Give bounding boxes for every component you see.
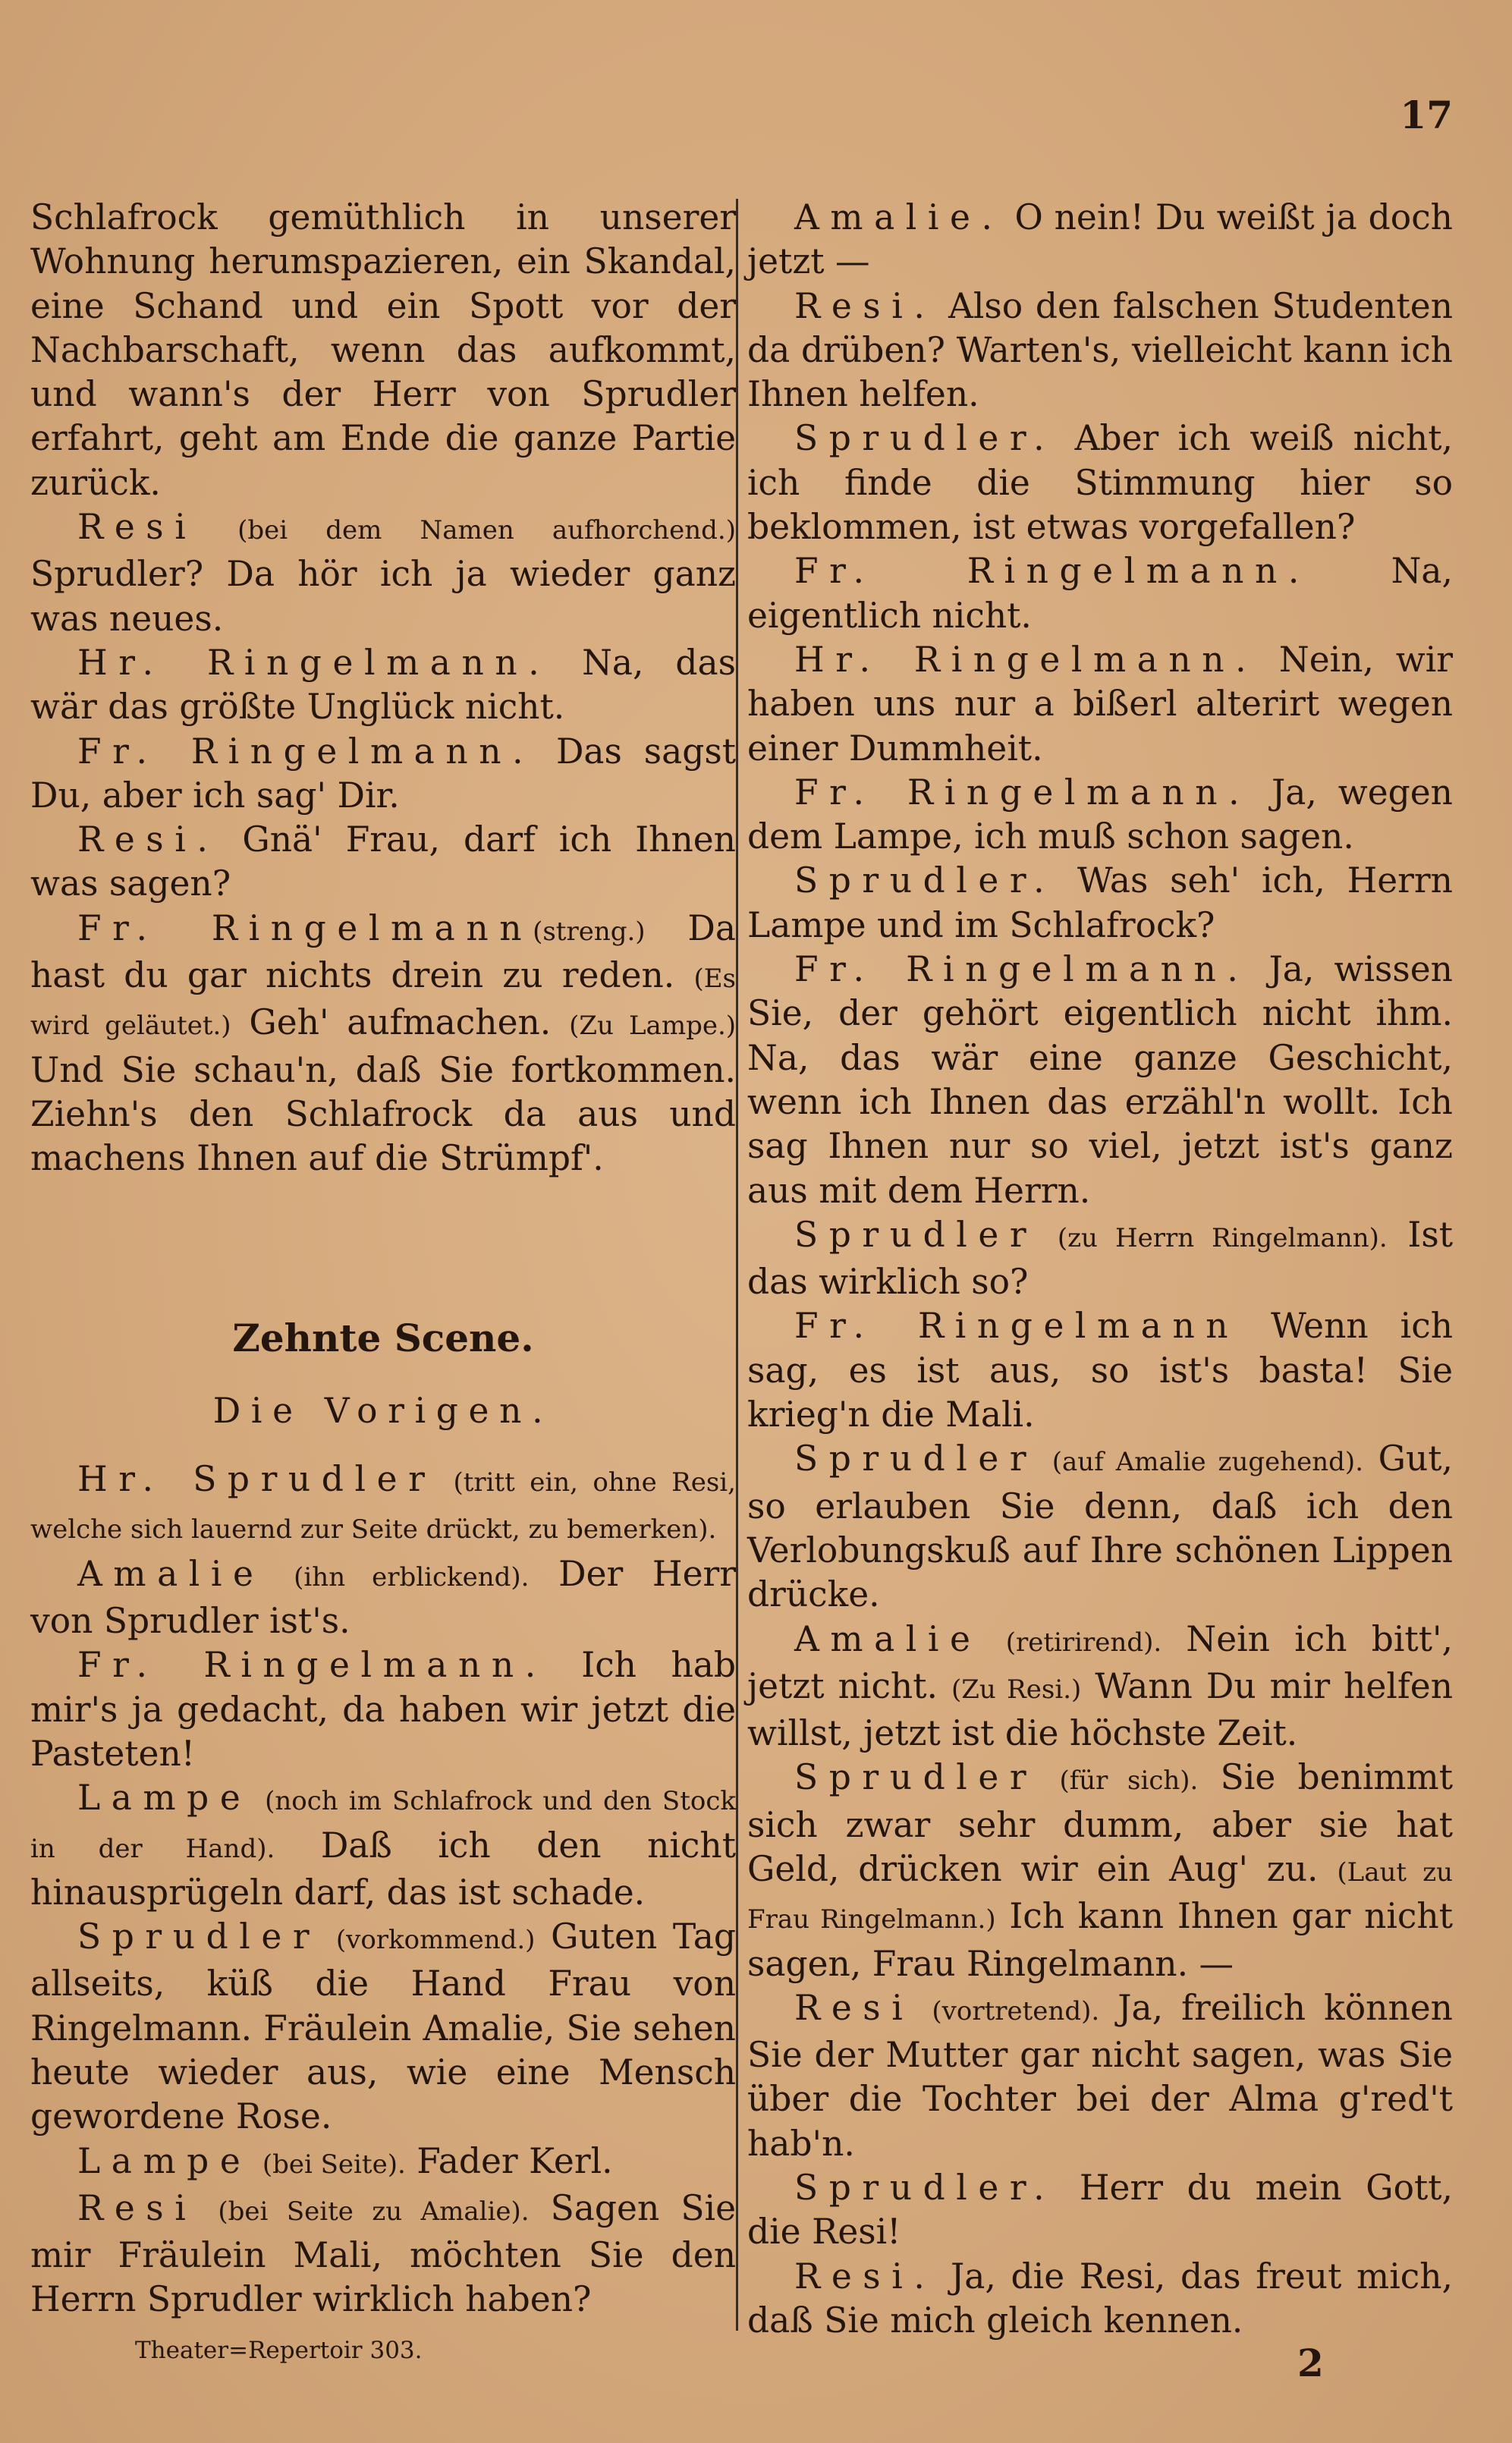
line-text: Was seh' ich, Herrn Lampe und im Schlafrock? [747,860,1453,945]
dialogue-line [30,1643,736,1776]
stage-direction: (tritt ein, ohne Resi, welche sich lauernd zur Seite drückt, zu bemerken). [30,1467,736,1545]
speaker: Hr. Sprudler [77,1459,436,1500]
speaker: Amalie [77,1553,265,1594]
stage-direction: (noch im Schlafrock und den Stock in der Hand). [30,1786,736,1864]
speaker: Sprudler. [794,2168,1056,2209]
dialogue-line [747,859,1453,948]
line-text: Daß ich den nicht hinausprügeln darf, das ist schade. [30,1825,737,1913]
dialogue-line [30,2140,736,2187]
stage-direction: (ihn erblickend). [294,1561,530,1593]
stage-direction: (vortretend). [932,1995,1100,2026]
line-text: O nein! Du weißt ja doch jetzt — [747,197,1453,282]
dialogue-line [747,1986,1453,2166]
line-text: Ja, freilich können Sie der Mutter gar nicht sagen, was Sie über die Tochter bei der Alma g'red't hab'n. [747,1987,1453,2164]
dialogue-line [747,1213,1453,1305]
dialogue-line [30,505,736,641]
dialogue-line [30,2187,736,2322]
stage-direction: (Zu Resi.) [951,1674,1082,1705]
line-text: Ist das wirklich so? [747,1214,1453,1303]
line-text: Herr du mein Gott, die Resi! [747,2168,1453,2253]
speaker: Resi [77,2187,197,2228]
speaker: Sprudler [77,1916,321,1957]
dialogue-line [747,948,1453,1213]
line-text: Sagen Sie mir Fräulein Mali, möchten Sie den Herrn Sprudler wirklich haben? [30,2187,736,2320]
line-text: Guten Tag allseits, küß die Hand Frau von Ringelmann. Fräulein Amalie, Sie sehen heute wieder aus, wie eine Mensch gewordene Rose. [30,1916,736,2137]
line-text: Wenn ich sag, es ist aus, so ist's basta! Sie krieg'n die Mali. [747,1306,1453,1435]
dialogue-line [30,1457,736,1552]
stage-direction: (Es wird geläutet.) [30,964,736,1042]
line-text: Ja, wegen dem Lampe, ich muß schon sagen. [747,772,1453,857]
dialogue-line [747,549,1453,638]
line-text: Geh' aufmachen. [249,1002,552,1043]
stage-direction: (bei Seite). [262,2149,406,2180]
dialogue-line [30,1552,736,1644]
speaker: Resi. [794,285,936,326]
line-text: Aber ich weiß nicht, ich finde die Stimmung hier so beklommen, ist etwas vorgefallen? [747,418,1453,548]
line-text: Nein ich bitt', jetzt nicht. [747,1618,1453,1706]
stage-direction: (Zu Lampe.) [569,1011,737,1042]
dialogue-line [747,2166,1453,2255]
left-column [30,196,736,2322]
speaker: Hr. Ringelmann. [794,639,1258,680]
line-text: Na, das wär das größte Unglück nicht. [30,642,736,728]
line-text: Fader Kerl. [417,2140,613,2181]
speaker: Sprudler [794,1214,1038,1255]
line-text: Ja, die Resi, das freut mich, daß Sie mich gleich kennen. [747,2256,1453,2341]
dialogue-line [30,1915,736,2139]
speaker: Amalie [794,1618,982,1659]
speaker: Fr. Ringelmann. [77,731,535,772]
dialogue-line [30,730,736,819]
page-number: 17 [1400,93,1453,137]
dialogue-line [747,638,1453,771]
dialogue-line [747,1756,1453,1986]
line-text: Sie benimmt sich zwar sehr dumm, aber sie hat Geld, drücken wir ein Aug' zu. [747,1757,1453,1889]
speaker: Amalie. [794,197,1004,237]
speaker: Fr. Ringelmann. [794,551,1310,592]
line-text: Na, eigentlich nicht. [747,551,1453,636]
line-text: Und Sie schau'n, daß Sie fortkommen. Ziehn's den Schlafrock da aus und machens Ihnen auf die Strümpf'. [30,1049,736,1179]
line-text: Wann Du mir helfen willst, jetzt ist die höchste Zeit. [747,1665,1453,1754]
speaker: Resi. [77,819,219,860]
speaker: Sprudler [794,1438,1038,1479]
column-divider [736,199,738,2331]
line-text: Also den falschen Studenten da drüben? Warten's, vielleicht kann ich Ihnen helfen. [747,285,1453,415]
dialogue-line [747,1618,1453,1756]
scene-heading: Zehnte Scene. [232,1315,534,1360]
dialogue-line [30,818,736,907]
stage-direction: (Laut zu Frau Ringelmann.) [747,1857,1454,1935]
line-text: Das sagst Du, aber ich sag' Dir. [30,731,736,816]
paragraph: Schlafrock gemüthlich in unserer Wohnung herumspazieren, ein Skandal, eine Schand und ein Spott vor der Nachbarschaft, wenn das aufkommt, und wann's der Herr von Sprudler erfahrt, geht am Ende die ganze Partie zurück. [30,197,736,503]
line-text: Gut, so erlauben Sie denn, daß ich den Verlobungskuß auf Ihre schönen Lippen drücke. [747,1438,1453,1615]
line-text: Ich kann Ihnen gar nicht sagen, Frau Ringelmann. — [747,1896,1453,1984]
speaker: Fr. Ringelmann. [77,1645,547,1686]
stage-direction: (streng.) [533,916,646,947]
stage-direction: (auf Amalie zugehend). [1051,1447,1364,1478]
stage-direction: (zu Herrn Ringelmann). [1057,1222,1388,1253]
stage-direction: (retirirend). [1005,1627,1162,1658]
stage-direction: (für sich). [1059,1765,1199,1797]
dialogue-line [747,1304,1453,1437]
scene-cast: Die Vorigen. [212,1390,554,1431]
speaker: Resi. [794,2256,936,2297]
stage-direction: (vorkommend.) [335,1925,536,1956]
dialogue-line [747,417,1453,549]
signature-mark: 2 [1297,2341,1324,2385]
dialogue-line [747,2255,1453,2344]
line-text: Nein, wir haben uns nur a bißerl alterirt wegen einer Dummheit. [747,639,1453,769]
speaker: Resi [77,507,197,548]
speaker: Fr. Ringelmann. [794,949,1250,990]
stage-direction: (bei dem Namen aufhorchend.) [237,515,736,546]
speaker: Fr. Ringelmann [794,1306,1240,1347]
line-text: Sprudler? Da hör ich ja wieder ganz was neues. [30,554,736,639]
stage-direction: (bei Seite zu Amalie). [218,2196,530,2227]
dialogue-line [30,907,736,1181]
dialogue-line [747,285,1453,417]
dialogue-line [747,771,1453,860]
speaker: Resi [794,1987,914,2028]
line-text: Gnä' Frau, darf ich Ihnen was sagen? [30,819,736,904]
speaker: Sprudler [794,1757,1038,1798]
speaker: Lampe [77,1778,252,1819]
speaker: Hr. Ringelmann. [77,642,551,683]
dialogue-line [30,1776,736,1915]
dialogue-line [747,1437,1453,1617]
speaker: Lampe [77,2140,252,2181]
speaker: Fr. Ringelmann [77,907,533,948]
speaker: Sprudler. [794,418,1056,459]
line-text: Der Herr von Sprudler ist's. [30,1553,736,1642]
dialogue-line [747,196,1453,285]
footer-imprint: Theater=Repertoir 303. [135,2337,423,2364]
line-text: Ich hab mir's ja gedacht, da haben wir jetzt die Pasteten! [30,1645,737,1774]
right-column [747,196,1453,2343]
speaker: Sprudler. [794,860,1056,901]
line-text: Da hast du gar nichts drein zu reden. [30,907,736,996]
line-text: Ja, wissen Sie, der gehört eigentlich nicht ihm. Na, das wär eine ganze Geschicht, wenn ich Ihnen das erzähl'n wollt. Ich sag Ihnen nur so viel, jetzt ist's ganz aus mit dem Herrn. [747,949,1453,1211]
speaker: Fr. Ringelmann. [794,772,1251,813]
dialogue-line [30,641,736,730]
